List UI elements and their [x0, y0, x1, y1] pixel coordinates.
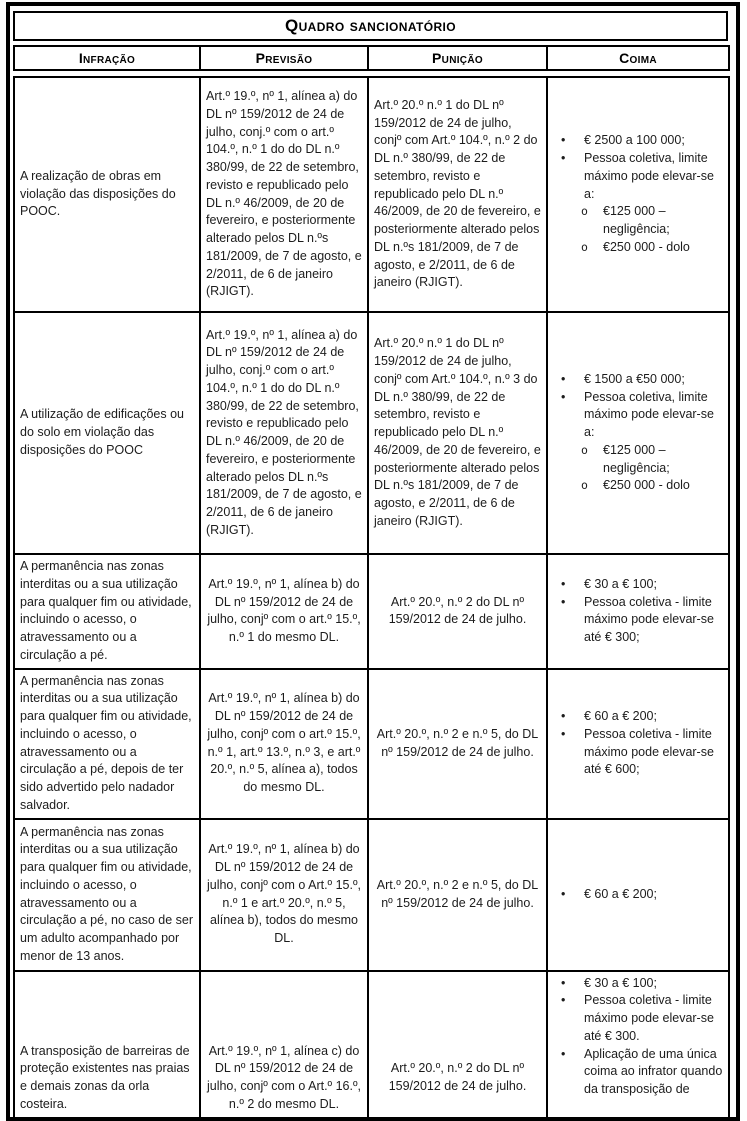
bullet-icon: •: [561, 886, 566, 901]
coima-text: €125 000 – negligência;: [603, 442, 670, 475]
infracao-cell: A permanência nas zonas interditas ou a sua utilização para qualquer fim ou atividade, incluindo o acesso, o atravessamento ou a circulação a pé.: [14, 554, 200, 669]
bullet-icon: •: [561, 993, 566, 1008]
list-item: [550, 576, 726, 594]
list-item: [550, 726, 726, 779]
coima-text: € 2500 a 100 000;: [584, 133, 685, 148]
coima-cell: [547, 971, 729, 1121]
page-title: Quadro sancionatório: [284, 16, 457, 35]
previsao-cell: Art.º 19.º, nº 1, alínea a) do DL nº 159/2012 de 24 de julho, conj.º com o art.º 104.º, n.º 1 do do DL n.º 380/99, de 22 de setembro, revisto e republicado pelo DL n.º 46/2009, de 20 de fevereiro, e posteriormente alterado pelos DL n.ºs 181/2009, de 7 de agosto, e 2/2011, de 6 de janeiro (RJIGT).: [200, 77, 368, 312]
punicao-cell: Art.º 20.º, n.º 2 do DL nº 159/2012 de 24 de julho.: [368, 971, 547, 1121]
coima-cell: [547, 819, 729, 971]
list-item: [572, 442, 726, 478]
coima-text: Pessoa coletiva - limite máximo pode elevar-se até € 600;: [584, 726, 714, 777]
circle-bullet-icon: o: [581, 442, 588, 457]
coima-text: Pessoa coletiva, limite máximo pode elevar-se a:: [584, 389, 714, 440]
list-item: [550, 886, 726, 904]
punicao-cell: Art.º 20.º, n.º 2 e n.º 5, do DL nº 159/2012 de 24 de julho.: [368, 669, 547, 819]
bullet-icon: •: [561, 133, 566, 148]
bullet-icon: •: [561, 151, 566, 166]
header-row: [14, 46, 729, 70]
list-item: [550, 992, 726, 1045]
list-item: [550, 975, 726, 993]
column-header-previsao: Previsão: [200, 46, 368, 70]
table-row: [14, 669, 729, 819]
title-bar: [13, 11, 728, 41]
punicao-cell: Art.º 20.º n.º 1 do DL nº 159/2012 de 24 de julho, conjº com Art.º 104.º, n.º 3 do DL n.º 380/99, de 22 de setembro, revisto e republicado pelo DL n.º 46/2009, de 20 de fevereiro, e posteriormente alterado pelos DL n.ºs 181/2009, de 7 de agosto, e 2/2011, de 6 de janeiro (RJIGT).: [368, 312, 547, 554]
sanction-table: [13, 76, 730, 1121]
circle-bullet-icon: o: [581, 239, 588, 254]
coima-cell: [547, 669, 729, 819]
list-item: [550, 371, 726, 389]
list-item: [550, 594, 726, 647]
previsao-cell: Art.º 19.º, nº 1, alínea c) do DL nº 159/2012 de 24 de julho, conjº com o Art.º 16.º, n.º 2 do mesmo DL.: [200, 971, 368, 1121]
list-item: [572, 203, 726, 239]
infracao-cell: A realização de obras em violação das disposições do POOC.: [14, 77, 200, 312]
coima-text: €250 000 - dolo: [603, 239, 690, 254]
list-item: [550, 132, 726, 150]
coima-text: € 1500 a €50 000;: [584, 371, 685, 386]
circle-bullet-icon: o: [581, 204, 588, 219]
column-header-coima: Coima: [547, 46, 729, 70]
punicao-cell: Art.º 20.º, n.º 2 e n.º 5, do DL nº 159/2012 de 24 de julho.: [368, 819, 547, 971]
table-row: [14, 971, 729, 1121]
infracao-cell: A permanência nas zonas interditas ou a sua utilização para qualquer fim ou atividade, incluindo o acesso, o atravessamento ou a circulação a pé, no caso de ser um adulto acompanhado por menor de 13 anos.: [14, 819, 200, 971]
table-row: [14, 77, 729, 312]
coima-text: €250 000 - dolo: [603, 478, 690, 493]
infracao-cell: A utilização de edificações ou do solo em violação das disposições do POOC: [14, 312, 200, 554]
previsao-cell: Art.º 19.º, nº 1, alínea a) do DL nº 159/2012 de 24 de julho, conj.º com o art.º 104.º, n.º 1 do do DL n.º 380/99, de 22 de setembro, revisto e republicado pelo DL n.º 46/2009, de 20 de fevereiro, e posteriormente alterado pelos DL n.ºs 181/2009, de 7 de agosto, e 2/2011, de 6 de janeiro (RJIGT).: [200, 312, 368, 554]
coima-text: € 60 a € 200;: [584, 886, 657, 901]
previsao-cell: Art.º 19.º, nº 1, alínea b) do DL nº 159/2012 de 24 de julho, conjº com o art.º 15.º, n.º 1 do mesmo DL.: [200, 554, 368, 669]
bullet-icon: •: [561, 371, 566, 386]
table-row: [14, 312, 729, 554]
list-item: [572, 477, 726, 495]
punicao-cell: Art.º 20.º n.º 1 do DL nº 159/2012 de 24 de julho, conjº com Art.º 104.º, n.º 2 do DL n.º 380/99, de 22 de setembro, revisto e republicado pelo DL n.º 46/2009, de 20 de fevereiro, e posteriormente alterado pelos DL n.ºs 181/2009, de 7 de agosto, e 2/2011, de 6 de janeiro (RJIGT).: [368, 77, 547, 312]
header-table: [13, 45, 730, 71]
coima-text: Pessoa coletiva - limite máximo pode elevar-se até € 300;: [584, 594, 714, 644]
table-row: [14, 819, 729, 971]
coima-text: €125 000 – negligência;: [603, 204, 670, 237]
bullet-icon: •: [561, 975, 566, 990]
sanction-table-frame: [6, 2, 740, 1121]
coima-cell: [547, 77, 729, 312]
bullet-icon: •: [561, 576, 566, 591]
infracao-cell: A transposição de barreiras de proteção existentes nas praias e demais zonas da orla costeira.: [14, 971, 200, 1121]
coima-text: € 30 a € 100;: [584, 576, 657, 591]
coima-text: Pessoa coletiva - limite máximo pode elevar-se até € 300.: [584, 993, 714, 1043]
previsao-cell: Art.º 19.º, nº 1, alínea b) do DL nº 159/2012 de 24 de julho, conjº com o art.º 15.º, n.º 1, art.º 13.º, n.º 3, e art.º 20.º, n.º 5, alínea a), todos do mesmo DL.: [200, 669, 368, 819]
bullet-icon: •: [561, 1046, 566, 1061]
coima-cell: [547, 312, 729, 554]
column-header-punicao: Punição: [368, 46, 547, 70]
table-row: [14, 554, 729, 669]
bullet-icon: •: [561, 389, 566, 404]
list-item: [550, 389, 726, 442]
coima-text: € 60 a € 200;: [584, 709, 657, 723]
punicao-cell: Art.º 20.º, n.º 2 do DL nº 159/2012 de 24 de julho.: [368, 554, 547, 669]
coima-text: € 30 a € 100;: [584, 975, 657, 990]
coima-text: Aplicação de uma única coima ao infrator quando da transposição de: [584, 1046, 723, 1096]
coima-text: Pessoa coletiva, limite máximo pode elevar-se a:: [584, 151, 714, 201]
list-item: [572, 239, 726, 257]
previsao-cell: Art.º 19.º, nº 1, alínea b) do DL nº 159/2012 de 24 de julho, conjº com o Art.º 15.º, n.º 1 e art.º 20.º, n.º 5, alínea b), todos do mesmo DL.: [200, 819, 368, 971]
list-item: [550, 1046, 726, 1099]
coima-cell: [547, 554, 729, 669]
circle-bullet-icon: o: [581, 478, 588, 493]
bullet-icon: •: [561, 726, 566, 741]
bullet-icon: •: [561, 594, 566, 609]
list-item: [550, 150, 726, 203]
bullet-icon: •: [561, 709, 566, 723]
list-item: [550, 708, 726, 726]
infracao-cell: A permanência nas zonas interditas ou a sua utilização para qualquer fim ou atividade, incluindo o acesso, o atravessamento ou a circulação a pé, depois de ter sido advertido pelo nadador salvador.: [14, 669, 200, 819]
column-header-infracao: Infração: [14, 46, 200, 70]
